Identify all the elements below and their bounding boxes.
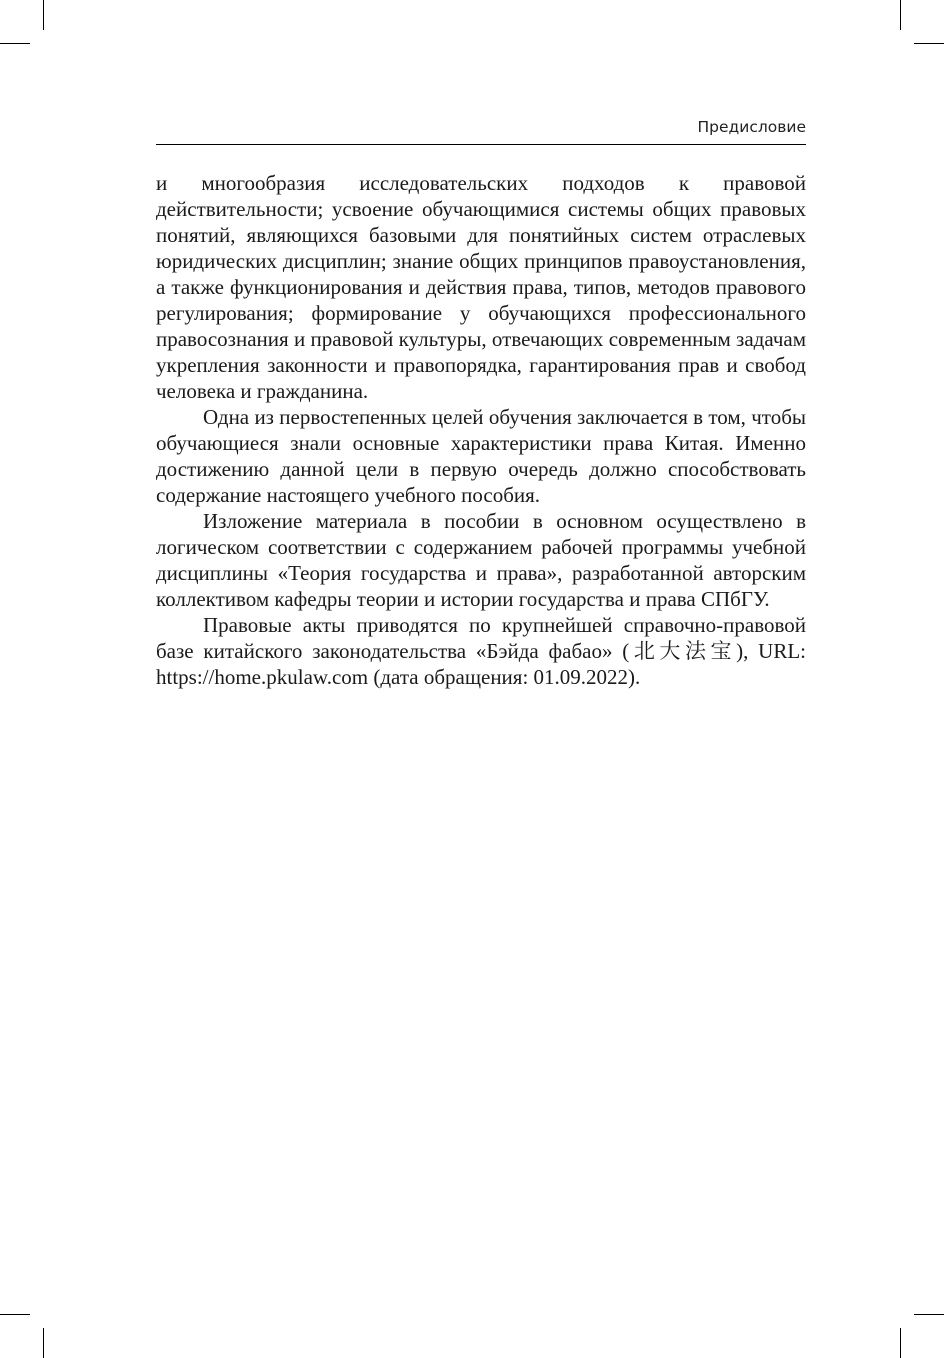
paragraph: Одна из первостепенных целей обучения заключается в том, чтобы обучающиеся знали основные характеристики права Китая. Именно достижению данной цели в первую очередь должно способствовать содержание настоящего учебного пособия. — [156, 405, 806, 507]
crop-mark — [43, 1328, 44, 1358]
running-header-title: Предисловие — [697, 118, 806, 136]
crop-mark — [43, 0, 44, 30]
body-text — [156, 170, 806, 690]
crop-mark — [900, 1328, 901, 1358]
crop-mark — [914, 1314, 944, 1315]
crop-mark — [900, 0, 901, 30]
paragraph: и многообразия исследовательских подходов к правовой действительности; усвоение обучающимися системы общих правовых понятий, являющихся базовыми для понятийных систем отраслевых юридических дисциплин; знание общих принципов правоустановления, а также функционирования и действия права, типов, методов правового регулирования; формирование у обучающихся профессионального правосознания и правовой культуры, отвечающих современным задачам укрепления законности и правопорядка, гарантирования прав и свобод человека и гражданина. — [156, 171, 806, 403]
crop-mark — [914, 43, 944, 44]
paragraph: Правовые акты приводятся по крупнейшей справочно-правовой базе китайского законодательства «Бэйда фабао» (北大法宝), URL: https://home.pkulaw.com (дата обращения: 01.09.2022). — [156, 613, 806, 689]
crop-mark — [0, 43, 30, 44]
paragraph: Изложение материала в пособии в основном осуществлено в логическом соответствии с содержанием рабочей программы учебной дисциплины «Теория государства и права», разработанной авторским коллективом кафедры теории и истории государства и права СПбГУ. — [156, 509, 806, 611]
running-header — [156, 116, 806, 145]
crop-mark — [0, 1314, 30, 1315]
